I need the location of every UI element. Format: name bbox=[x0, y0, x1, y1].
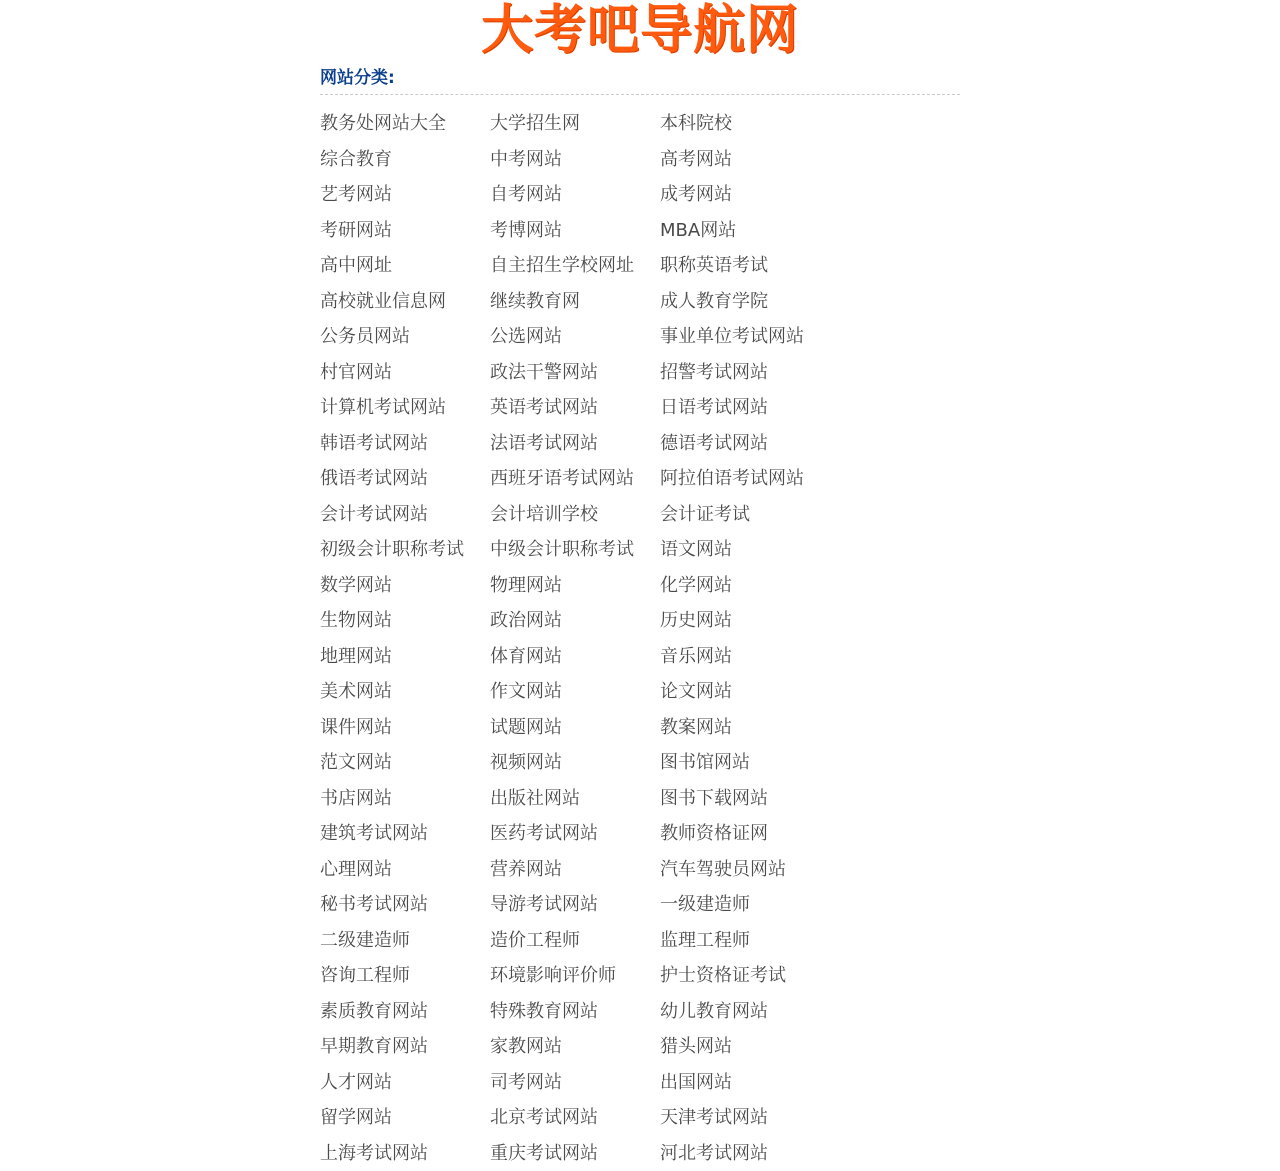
category-link[interactable]: 综合教育 bbox=[320, 142, 392, 177]
link-row bbox=[320, 532, 960, 568]
category-link[interactable]: 德语考试网站 bbox=[660, 426, 768, 461]
category-link[interactable]: 中级会计职称考试 bbox=[490, 532, 634, 567]
link-row bbox=[320, 1100, 960, 1136]
category-link[interactable]: 大学招生网 bbox=[490, 106, 580, 141]
link-row bbox=[320, 461, 960, 497]
link-row bbox=[320, 816, 960, 852]
link-row bbox=[320, 887, 960, 923]
category-link[interactable]: 上海考试网站 bbox=[320, 1136, 428, 1171]
link-row bbox=[320, 248, 960, 284]
link-row bbox=[320, 284, 960, 320]
category-link[interactable]: 留学网站 bbox=[320, 1100, 392, 1135]
section-title: 网站分类: bbox=[320, 66, 960, 95]
category-link[interactable]: 韩语考试网站 bbox=[320, 426, 428, 461]
category-link[interactable]: 素质教育网站 bbox=[320, 994, 428, 1029]
category-link[interactable]: 会计培训学校 bbox=[490, 497, 598, 532]
link-row bbox=[320, 852, 960, 888]
link-row bbox=[320, 497, 960, 533]
link-row bbox=[320, 994, 960, 1030]
category-link[interactable]: 出版社网站 bbox=[490, 781, 580, 816]
category-link[interactable]: 护士资格证考试 bbox=[660, 958, 786, 993]
category-link[interactable]: 导游考试网站 bbox=[490, 887, 598, 922]
category-link[interactable]: 化学网站 bbox=[660, 568, 732, 603]
category-link[interactable]: 幼儿教育网站 bbox=[660, 994, 768, 1029]
category-link[interactable]: 艺考网站 bbox=[320, 177, 392, 212]
category-link[interactable]: 家教网站 bbox=[490, 1029, 562, 1064]
category-link[interactable]: 环境影响评价师 bbox=[490, 958, 616, 993]
category-link[interactable]: 书店网站 bbox=[320, 781, 392, 816]
link-row bbox=[320, 674, 960, 710]
category-link[interactable]: 西班牙语考试网站 bbox=[490, 461, 634, 496]
link-row bbox=[320, 710, 960, 746]
category-link[interactable]: 造价工程师 bbox=[490, 923, 580, 958]
site-logo[interactable] bbox=[0, 0, 1280, 62]
category-link[interactable]: 重庆考试网站 bbox=[490, 1136, 598, 1171]
category-link[interactable]: 出国网站 bbox=[660, 1065, 732, 1100]
category-link[interactable]: 图书下载网站 bbox=[660, 781, 768, 816]
category-link[interactable]: 考博网站 bbox=[490, 213, 562, 248]
link-row bbox=[320, 1136, 960, 1171]
link-row bbox=[320, 355, 960, 391]
category-section-header bbox=[320, 66, 960, 95]
category-link[interactable]: 美术网站 bbox=[320, 674, 392, 709]
category-link[interactable]: 生物网站 bbox=[320, 603, 392, 638]
category-link[interactable]: 考研网站 bbox=[320, 213, 392, 248]
link-row bbox=[320, 639, 960, 675]
category-link[interactable]: 河北考试网站 bbox=[660, 1136, 768, 1171]
category-link[interactable]: 公选网站 bbox=[490, 319, 562, 354]
category-link[interactable]: 政法干警网站 bbox=[490, 355, 598, 390]
category-link[interactable]: 试题网站 bbox=[490, 710, 562, 745]
category-link[interactable]: 阿拉伯语考试网站 bbox=[660, 461, 804, 496]
category-link[interactable]: 成人教育学院 bbox=[660, 284, 768, 319]
link-row bbox=[320, 213, 960, 249]
category-link[interactable]: 教务处网站大全 bbox=[320, 106, 446, 141]
category-link[interactable]: 会计考试网站 bbox=[320, 497, 428, 532]
category-link[interactable]: 事业单位考试网站 bbox=[660, 319, 804, 354]
category-link[interactable]: 历史网站 bbox=[660, 603, 732, 638]
link-row bbox=[320, 390, 960, 426]
link-row bbox=[320, 106, 960, 142]
category-link[interactable]: 英语考试网站 bbox=[490, 390, 598, 425]
link-row bbox=[320, 923, 960, 959]
category-link[interactable]: 初级会计职称考试 bbox=[320, 532, 464, 567]
category-link[interactable]: 中考网站 bbox=[490, 142, 562, 177]
category-link[interactable]: 招警考试网站 bbox=[660, 355, 768, 390]
category-link[interactable]: 营养网站 bbox=[490, 852, 562, 887]
category-link[interactable]: 教案网站 bbox=[660, 710, 732, 745]
link-row bbox=[320, 1029, 960, 1065]
category-link[interactable]: 咨询工程师 bbox=[320, 958, 410, 993]
category-link[interactable]: 计算机考试网站 bbox=[320, 390, 446, 425]
category-link[interactable]: 建筑考试网站 bbox=[320, 816, 428, 851]
link-row bbox=[320, 177, 960, 213]
category-link[interactable]: 作文网站 bbox=[490, 674, 562, 709]
category-link[interactable]: 心理网站 bbox=[320, 852, 392, 887]
link-row bbox=[320, 603, 960, 639]
category-link[interactable]: 天津考试网站 bbox=[660, 1100, 768, 1135]
category-link[interactable]: 语文网站 bbox=[660, 532, 732, 567]
category-link[interactable]: 视频网站 bbox=[490, 745, 562, 780]
link-row bbox=[320, 1065, 960, 1101]
category-link[interactable]: 课件网站 bbox=[320, 710, 392, 745]
category-link[interactable]: 自考网站 bbox=[490, 177, 562, 212]
category-link[interactable]: 人才网站 bbox=[320, 1065, 392, 1100]
category-link[interactable]: 成考网站 bbox=[660, 177, 732, 212]
category-link[interactable]: 猎头网站 bbox=[660, 1029, 732, 1064]
category-link[interactable]: 论文网站 bbox=[660, 674, 732, 709]
category-link[interactable]: 继续教育网 bbox=[490, 284, 580, 319]
category-link[interactable]: 日语考试网站 bbox=[660, 390, 768, 425]
category-link[interactable]: 高校就业信息网 bbox=[320, 284, 446, 319]
category-link[interactable]: 本科院校 bbox=[660, 106, 732, 141]
category-link[interactable]: 秘书考试网站 bbox=[320, 887, 428, 922]
category-link[interactable]: 音乐网站 bbox=[660, 639, 732, 674]
category-link[interactable]: 数学网站 bbox=[320, 568, 392, 603]
link-row bbox=[320, 745, 960, 781]
category-link[interactable]: 范文网站 bbox=[320, 745, 392, 780]
category-link[interactable]: 北京考试网站 bbox=[490, 1100, 598, 1135]
category-link[interactable]: 早期教育网站 bbox=[320, 1029, 428, 1064]
category-link[interactable]: 政治网站 bbox=[490, 603, 562, 638]
category-link[interactable]: 医药考试网站 bbox=[490, 816, 598, 851]
category-link[interactable]: 法语考试网站 bbox=[490, 426, 598, 461]
category-link[interactable]: 职称英语考试 bbox=[660, 248, 768, 283]
category-link[interactable]: 会计证考试 bbox=[660, 497, 750, 532]
category-link[interactable]: 物理网站 bbox=[490, 568, 562, 603]
category-link[interactable]: 图书馆网站 bbox=[660, 745, 750, 780]
category-link[interactable]: 汽车驾驶员网站 bbox=[660, 852, 786, 887]
category-link[interactable]: 高中网址 bbox=[320, 248, 392, 283]
category-link-grid bbox=[320, 106, 960, 1171]
category-link[interactable]: 高考网站 bbox=[660, 142, 732, 177]
category-link[interactable]: MBA网站 bbox=[660, 213, 736, 248]
category-link[interactable]: 体育网站 bbox=[490, 639, 562, 674]
category-link[interactable]: 特殊教育网站 bbox=[490, 994, 598, 1029]
link-row bbox=[320, 142, 960, 178]
category-link[interactable]: 自主招生学校网址 bbox=[490, 248, 634, 283]
site-logo-text: 大考吧导航网 bbox=[481, 0, 799, 61]
link-row bbox=[320, 426, 960, 462]
category-link[interactable]: 村官网站 bbox=[320, 355, 392, 390]
category-link[interactable]: 监理工程师 bbox=[660, 923, 750, 958]
link-row bbox=[320, 958, 960, 994]
category-link[interactable]: 教师资格证网 bbox=[660, 816, 768, 851]
link-row bbox=[320, 568, 960, 604]
link-row bbox=[320, 319, 960, 355]
link-row bbox=[320, 781, 960, 817]
category-link[interactable]: 公务员网站 bbox=[320, 319, 410, 354]
category-link[interactable]: 二级建造师 bbox=[320, 923, 410, 958]
category-link[interactable]: 地理网站 bbox=[320, 639, 392, 674]
category-link[interactable]: 一级建造师 bbox=[660, 887, 750, 922]
category-link[interactable]: 司考网站 bbox=[490, 1065, 562, 1100]
category-link[interactable]: 俄语考试网站 bbox=[320, 461, 428, 496]
